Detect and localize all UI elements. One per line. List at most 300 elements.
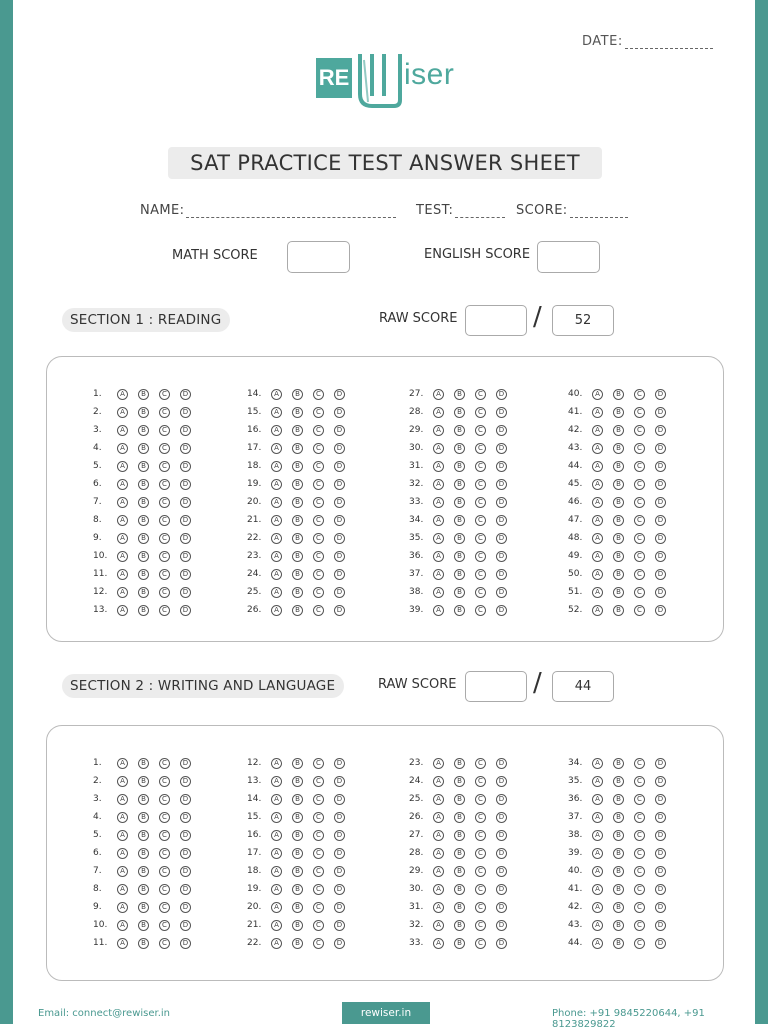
answer-bubble-b[interactable]: B — [613, 443, 624, 454]
answer-bubble-a[interactable]: A — [592, 407, 603, 418]
answer-bubble-a[interactable]: A — [271, 479, 282, 490]
answer-bubble-d[interactable]: D — [334, 866, 345, 877]
answer-bubble-a[interactable]: A — [433, 479, 444, 490]
answer-bubble-a[interactable]: A — [433, 776, 444, 787]
answer-bubble-a[interactable]: A — [117, 479, 128, 490]
answer-bubble-c[interactable]: C — [313, 776, 324, 787]
answer-bubble-c[interactable]: C — [634, 407, 645, 418]
footer-phone[interactable]: Phone: +91 9845220644, +91 8123829822 — [552, 1008, 705, 1030]
answer-bubble-d[interactable]: D — [334, 569, 345, 580]
answer-bubble-d[interactable]: D — [496, 461, 507, 472]
answer-bubble-a[interactable]: A — [433, 407, 444, 418]
answer-bubble-b[interactable]: B — [138, 902, 149, 913]
answer-bubble-a[interactable]: A — [592, 569, 603, 580]
answer-bubble-b[interactable]: B — [138, 812, 149, 823]
answer-bubble-a[interactable]: A — [271, 794, 282, 805]
answer-bubble-d[interactable]: D — [496, 479, 507, 490]
answer-bubble-a[interactable]: A — [271, 425, 282, 436]
answer-bubble-b[interactable]: B — [613, 497, 624, 508]
answer-bubble-b[interactable]: B — [454, 497, 465, 508]
answer-bubble-b[interactable]: B — [613, 389, 624, 400]
answer-bubble-b[interactable]: B — [613, 605, 624, 616]
answer-bubble-b[interactable]: B — [292, 848, 303, 859]
answer-bubble-a[interactable]: A — [592, 425, 603, 436]
answer-bubble-c[interactable]: C — [475, 479, 486, 490]
answer-bubble-c[interactable]: C — [313, 938, 324, 949]
answer-bubble-b[interactable]: B — [138, 461, 149, 472]
answer-bubble-b[interactable]: B — [138, 776, 149, 787]
answer-bubble-d[interactable]: D — [180, 389, 191, 400]
answer-bubble-d[interactable]: D — [180, 758, 191, 769]
answer-bubble-b[interactable]: B — [454, 515, 465, 526]
answer-bubble-d[interactable]: D — [334, 884, 345, 895]
answer-bubble-b[interactable]: B — [292, 776, 303, 787]
answer-bubble-b[interactable]: B — [138, 758, 149, 769]
answer-bubble-b[interactable]: B — [454, 461, 465, 472]
answer-bubble-d[interactable]: D — [334, 407, 345, 418]
answer-bubble-a[interactable]: A — [592, 848, 603, 859]
answer-bubble-d[interactable]: D — [655, 587, 666, 598]
answer-bubble-d[interactable]: D — [496, 902, 507, 913]
answer-bubble-a[interactable]: A — [592, 830, 603, 841]
answer-bubble-a[interactable]: A — [117, 425, 128, 436]
answer-bubble-c[interactable]: C — [159, 515, 170, 526]
answer-bubble-a[interactable]: A — [433, 389, 444, 400]
answer-bubble-a[interactable]: A — [271, 569, 282, 580]
answer-bubble-d[interactable]: D — [334, 551, 345, 562]
answer-bubble-a[interactable]: A — [592, 812, 603, 823]
answer-bubble-a[interactable]: A — [592, 551, 603, 562]
answer-bubble-b[interactable]: B — [292, 758, 303, 769]
answer-bubble-b[interactable]: B — [292, 515, 303, 526]
answer-bubble-c[interactable]: C — [475, 902, 486, 913]
answer-bubble-c[interactable]: C — [159, 443, 170, 454]
answer-bubble-a[interactable]: A — [592, 866, 603, 877]
answer-bubble-c[interactable]: C — [159, 938, 170, 949]
answer-bubble-d[interactable]: D — [496, 812, 507, 823]
answer-bubble-b[interactable]: B — [138, 533, 149, 544]
answer-bubble-a[interactable]: A — [117, 794, 128, 805]
answer-bubble-d[interactable]: D — [180, 515, 191, 526]
answer-bubble-b[interactable]: B — [138, 830, 149, 841]
answer-bubble-d[interactable]: D — [334, 848, 345, 859]
answer-bubble-a[interactable]: A — [592, 884, 603, 895]
answer-bubble-d[interactable]: D — [334, 938, 345, 949]
answer-bubble-b[interactable]: B — [138, 866, 149, 877]
answer-bubble-d[interactable]: D — [655, 551, 666, 562]
answer-bubble-a[interactable]: A — [433, 443, 444, 454]
answer-bubble-d[interactable]: D — [496, 848, 507, 859]
answer-bubble-c[interactable]: C — [475, 407, 486, 418]
answer-bubble-a[interactable]: A — [271, 515, 282, 526]
answer-bubble-c[interactable]: C — [159, 812, 170, 823]
answer-bubble-d[interactable]: D — [180, 920, 191, 931]
answer-bubble-a[interactable]: A — [117, 920, 128, 931]
answer-bubble-d[interactable]: D — [334, 830, 345, 841]
answer-bubble-d[interactable]: D — [655, 902, 666, 913]
answer-bubble-b[interactable]: B — [454, 587, 465, 598]
answer-bubble-c[interactable]: C — [313, 587, 324, 598]
answer-bubble-b[interactable]: B — [292, 812, 303, 823]
answer-bubble-a[interactable]: A — [433, 902, 444, 913]
answer-bubble-c[interactable]: C — [475, 443, 486, 454]
answer-bubble-c[interactable]: C — [475, 425, 486, 436]
answer-bubble-c[interactable]: C — [159, 830, 170, 841]
answer-bubble-a[interactable]: A — [117, 902, 128, 913]
answer-bubble-a[interactable]: A — [433, 866, 444, 877]
answer-bubble-b[interactable]: B — [454, 551, 465, 562]
answer-bubble-b[interactable]: B — [613, 515, 624, 526]
answer-bubble-a[interactable]: A — [117, 812, 128, 823]
answer-bubble-c[interactable]: C — [313, 794, 324, 805]
answer-bubble-c[interactable]: C — [475, 794, 486, 805]
answer-bubble-b[interactable]: B — [454, 569, 465, 580]
answer-bubble-b[interactable]: B — [454, 605, 465, 616]
answer-bubble-a[interactable]: A — [592, 479, 603, 490]
answer-bubble-c[interactable]: C — [475, 461, 486, 472]
answer-bubble-a[interactable]: A — [117, 551, 128, 562]
answer-bubble-a[interactable]: A — [271, 533, 282, 544]
score-field[interactable] — [516, 203, 628, 218]
answer-bubble-b[interactable]: B — [613, 569, 624, 580]
answer-bubble-c[interactable]: C — [313, 551, 324, 562]
answer-bubble-b[interactable]: B — [138, 848, 149, 859]
answer-bubble-c[interactable]: C — [634, 497, 645, 508]
answer-bubble-d[interactable]: D — [496, 533, 507, 544]
answer-bubble-a[interactable]: A — [117, 776, 128, 787]
answer-bubble-c[interactable]: C — [313, 533, 324, 544]
answer-bubble-c[interactable]: C — [313, 515, 324, 526]
answer-bubble-a[interactable]: A — [433, 794, 444, 805]
answer-bubble-a[interactable]: A — [117, 443, 128, 454]
answer-bubble-b[interactable]: B — [292, 389, 303, 400]
answer-bubble-c[interactable]: C — [313, 758, 324, 769]
answer-bubble-c[interactable]: C — [159, 866, 170, 877]
answer-bubble-d[interactable]: D — [180, 551, 191, 562]
answer-bubble-c[interactable]: C — [159, 569, 170, 580]
answer-bubble-c[interactable]: C — [475, 605, 486, 616]
answer-bubble-d[interactable]: D — [496, 569, 507, 580]
answer-bubble-b[interactable]: B — [138, 389, 149, 400]
answer-bubble-a[interactable]: A — [433, 497, 444, 508]
answer-bubble-b[interactable]: B — [138, 569, 149, 580]
answer-bubble-c[interactable]: C — [634, 866, 645, 877]
answer-bubble-d[interactable]: D — [180, 902, 191, 913]
answer-bubble-a[interactable]: A — [592, 794, 603, 805]
answer-bubble-b[interactable]: B — [138, 794, 149, 805]
answer-bubble-b[interactable]: B — [454, 938, 465, 949]
answer-bubble-d[interactable]: D — [496, 515, 507, 526]
answer-bubble-c[interactable]: C — [159, 461, 170, 472]
answer-bubble-a[interactable]: A — [271, 389, 282, 400]
answer-bubble-c[interactable]: C — [159, 920, 170, 931]
answer-bubble-c[interactable]: C — [634, 389, 645, 400]
answer-bubble-a[interactable]: A — [271, 938, 282, 949]
answer-bubble-b[interactable]: B — [292, 425, 303, 436]
answer-bubble-a[interactable]: A — [592, 902, 603, 913]
answer-bubble-b[interactable]: B — [613, 425, 624, 436]
answer-bubble-c[interactable]: C — [634, 920, 645, 931]
answer-bubble-b[interactable]: B — [138, 605, 149, 616]
answer-bubble-c[interactable]: C — [475, 515, 486, 526]
answer-bubble-b[interactable]: B — [613, 533, 624, 544]
answer-bubble-c[interactable]: C — [634, 812, 645, 823]
answer-bubble-d[interactable]: D — [496, 443, 507, 454]
answer-bubble-a[interactable]: A — [271, 407, 282, 418]
answer-bubble-d[interactable]: D — [655, 938, 666, 949]
answer-bubble-b[interactable]: B — [613, 902, 624, 913]
answer-bubble-c[interactable]: C — [159, 794, 170, 805]
answer-bubble-d[interactable]: D — [180, 938, 191, 949]
answer-bubble-b[interactable]: B — [138, 938, 149, 949]
answer-bubble-b[interactable]: B — [454, 479, 465, 490]
answer-bubble-c[interactable]: C — [634, 848, 645, 859]
answer-bubble-c[interactable]: C — [159, 425, 170, 436]
answer-bubble-c[interactable]: C — [159, 776, 170, 787]
answer-bubble-d[interactable]: D — [496, 794, 507, 805]
answer-bubble-a[interactable]: A — [271, 830, 282, 841]
answer-bubble-c[interactable]: C — [313, 812, 324, 823]
answer-bubble-d[interactable]: D — [180, 794, 191, 805]
answer-bubble-c[interactable]: C — [475, 884, 486, 895]
answer-bubble-a[interactable]: A — [271, 812, 282, 823]
answer-bubble-b[interactable]: B — [454, 848, 465, 859]
answer-bubble-a[interactable]: A — [592, 920, 603, 931]
answer-bubble-a[interactable]: A — [433, 920, 444, 931]
answer-bubble-a[interactable]: A — [117, 533, 128, 544]
footer-email[interactable]: Email: connect@rewiser.in — [38, 1008, 171, 1019]
answer-bubble-c[interactable]: C — [159, 479, 170, 490]
answer-bubble-c[interactable]: C — [159, 551, 170, 562]
answer-bubble-d[interactable]: D — [655, 425, 666, 436]
answer-bubble-d[interactable]: D — [655, 407, 666, 418]
answer-bubble-b[interactable]: B — [454, 758, 465, 769]
answer-bubble-a[interactable]: A — [433, 425, 444, 436]
answer-bubble-d[interactable]: D — [334, 758, 345, 769]
section-1-raw-score-box[interactable] — [465, 305, 527, 336]
answer-bubble-a[interactable]: A — [117, 461, 128, 472]
answer-bubble-b[interactable]: B — [138, 479, 149, 490]
answer-bubble-b[interactable]: B — [454, 902, 465, 913]
answer-bubble-b[interactable]: B — [454, 866, 465, 877]
answer-bubble-c[interactable]: C — [313, 884, 324, 895]
answer-bubble-a[interactable]: A — [433, 551, 444, 562]
answer-bubble-b[interactable]: B — [454, 830, 465, 841]
answer-bubble-a[interactable]: A — [433, 848, 444, 859]
answer-bubble-c[interactable]: C — [475, 938, 486, 949]
answer-bubble-a[interactable]: A — [117, 884, 128, 895]
answer-bubble-b[interactable]: B — [292, 605, 303, 616]
answer-bubble-d[interactable]: D — [496, 776, 507, 787]
answer-bubble-d[interactable]: D — [496, 830, 507, 841]
answer-bubble-b[interactable]: B — [292, 902, 303, 913]
answer-bubble-d[interactable]: D — [496, 407, 507, 418]
footer-site-link[interactable]: rewiser.in — [342, 1002, 430, 1024]
section-2-raw-score-box[interactable] — [465, 671, 527, 702]
answer-bubble-d[interactable]: D — [334, 605, 345, 616]
answer-bubble-c[interactable]: C — [475, 830, 486, 841]
answer-bubble-a[interactable]: A — [592, 605, 603, 616]
answer-bubble-a[interactable]: A — [271, 776, 282, 787]
answer-bubble-c[interactable]: C — [159, 902, 170, 913]
answer-bubble-b[interactable]: B — [292, 551, 303, 562]
answer-bubble-d[interactable]: D — [496, 758, 507, 769]
answer-bubble-c[interactable]: C — [475, 569, 486, 580]
answer-bubble-d[interactable]: D — [180, 443, 191, 454]
answer-bubble-d[interactable]: D — [655, 515, 666, 526]
answer-bubble-a[interactable]: A — [271, 902, 282, 913]
answer-bubble-d[interactable]: D — [334, 776, 345, 787]
answer-bubble-d[interactable]: D — [655, 461, 666, 472]
answer-bubble-a[interactable]: A — [117, 569, 128, 580]
answer-bubble-d[interactable]: D — [180, 812, 191, 823]
answer-bubble-b[interactable]: B — [454, 920, 465, 931]
answer-bubble-b[interactable]: B — [292, 884, 303, 895]
answer-bubble-b[interactable]: B — [454, 425, 465, 436]
answer-bubble-c[interactable]: C — [313, 605, 324, 616]
answer-bubble-c[interactable]: C — [159, 758, 170, 769]
answer-bubble-d[interactable]: D — [180, 776, 191, 787]
answer-bubble-d[interactable]: D — [334, 443, 345, 454]
answer-bubble-a[interactable]: A — [117, 515, 128, 526]
answer-bubble-a[interactable]: A — [117, 587, 128, 598]
answer-bubble-c[interactable]: C — [159, 533, 170, 544]
answer-bubble-c[interactable]: C — [159, 407, 170, 418]
answer-bubble-b[interactable]: B — [613, 920, 624, 931]
answer-bubble-c[interactable]: C — [313, 569, 324, 580]
answer-bubble-a[interactable]: A — [271, 587, 282, 598]
answer-bubble-b[interactable]: B — [138, 920, 149, 931]
answer-bubble-b[interactable]: B — [613, 776, 624, 787]
answer-bubble-d[interactable]: D — [496, 866, 507, 877]
answer-bubble-c[interactable]: C — [313, 425, 324, 436]
answer-bubble-b[interactable]: B — [613, 587, 624, 598]
date-field[interactable] — [582, 34, 713, 49]
answer-bubble-c[interactable]: C — [159, 587, 170, 598]
answer-bubble-a[interactable]: A — [271, 884, 282, 895]
answer-bubble-a[interactable]: A — [271, 920, 282, 931]
answer-bubble-c[interactable]: C — [313, 443, 324, 454]
answer-bubble-c[interactable]: C — [475, 587, 486, 598]
answer-bubble-d[interactable]: D — [496, 551, 507, 562]
answer-bubble-c[interactable]: C — [313, 866, 324, 877]
answer-bubble-a[interactable]: A — [592, 497, 603, 508]
answer-bubble-c[interactable]: C — [475, 776, 486, 787]
answer-bubble-a[interactable]: A — [433, 938, 444, 949]
answer-bubble-d[interactable]: D — [655, 605, 666, 616]
answer-bubble-a[interactable]: A — [592, 758, 603, 769]
answer-bubble-d[interactable]: D — [180, 830, 191, 841]
answer-bubble-c[interactable]: C — [159, 497, 170, 508]
answer-bubble-a[interactable]: A — [592, 533, 603, 544]
answer-bubble-d[interactable]: D — [655, 884, 666, 895]
answer-bubble-c[interactable]: C — [634, 425, 645, 436]
answer-bubble-c[interactable]: C — [313, 497, 324, 508]
answer-bubble-b[interactable]: B — [292, 794, 303, 805]
answer-bubble-b[interactable]: B — [613, 794, 624, 805]
english-score-box[interactable] — [537, 241, 600, 273]
answer-bubble-d[interactable]: D — [334, 461, 345, 472]
answer-bubble-a[interactable]: A — [117, 866, 128, 877]
answer-bubble-b[interactable]: B — [292, 443, 303, 454]
answer-bubble-a[interactable]: A — [433, 533, 444, 544]
answer-bubble-a[interactable]: A — [271, 551, 282, 562]
answer-bubble-b[interactable]: B — [138, 884, 149, 895]
answer-bubble-d[interactable]: D — [655, 920, 666, 931]
answer-bubble-a[interactable]: A — [433, 884, 444, 895]
answer-bubble-a[interactable]: A — [271, 443, 282, 454]
answer-bubble-d[interactable]: D — [180, 848, 191, 859]
answer-bubble-a[interactable]: A — [592, 389, 603, 400]
answer-bubble-d[interactable]: D — [655, 533, 666, 544]
answer-bubble-b[interactable]: B — [613, 812, 624, 823]
answer-bubble-a[interactable]: A — [271, 605, 282, 616]
answer-bubble-b[interactable]: B — [454, 533, 465, 544]
answer-bubble-a[interactable]: A — [592, 461, 603, 472]
answer-bubble-a[interactable]: A — [117, 605, 128, 616]
answer-bubble-b[interactable]: B — [613, 479, 624, 490]
answer-bubble-c[interactable]: C — [634, 830, 645, 841]
answer-bubble-a[interactable]: A — [433, 587, 444, 598]
answer-bubble-d[interactable]: D — [334, 587, 345, 598]
answer-bubble-d[interactable]: D — [496, 605, 507, 616]
answer-bubble-d[interactable]: D — [655, 866, 666, 877]
answer-bubble-a[interactable]: A — [592, 776, 603, 787]
answer-bubble-d[interactable]: D — [496, 884, 507, 895]
answer-bubble-c[interactable]: C — [475, 533, 486, 544]
answer-bubble-b[interactable]: B — [454, 884, 465, 895]
answer-bubble-a[interactable]: A — [271, 866, 282, 877]
answer-bubble-c[interactable]: C — [313, 389, 324, 400]
answer-bubble-c[interactable]: C — [313, 848, 324, 859]
answer-bubble-c[interactable]: C — [634, 551, 645, 562]
answer-bubble-c[interactable]: C — [634, 533, 645, 544]
answer-bubble-b[interactable]: B — [613, 884, 624, 895]
answer-bubble-d[interactable]: D — [334, 515, 345, 526]
answer-bubble-d[interactable]: D — [334, 425, 345, 436]
answer-bubble-c[interactable]: C — [475, 866, 486, 877]
answer-bubble-c[interactable]: C — [634, 902, 645, 913]
answer-bubble-d[interactable]: D — [496, 389, 507, 400]
answer-bubble-c[interactable]: C — [634, 605, 645, 616]
answer-bubble-b[interactable]: B — [613, 758, 624, 769]
answer-bubble-b[interactable]: B — [292, 830, 303, 841]
answer-bubble-a[interactable]: A — [271, 758, 282, 769]
answer-bubble-b[interactable]: B — [613, 938, 624, 949]
answer-bubble-b[interactable]: B — [454, 389, 465, 400]
answer-bubble-a[interactable]: A — [592, 515, 603, 526]
answer-bubble-b[interactable]: B — [292, 533, 303, 544]
answer-bubble-a[interactable]: A — [592, 938, 603, 949]
math-score-box[interactable] — [287, 241, 350, 273]
name-field[interactable] — [140, 203, 396, 218]
answer-bubble-c[interactable]: C — [634, 776, 645, 787]
answer-bubble-b[interactable]: B — [292, 479, 303, 490]
answer-bubble-a[interactable]: A — [433, 515, 444, 526]
answer-bubble-c[interactable]: C — [634, 587, 645, 598]
answer-bubble-d[interactable]: D — [180, 605, 191, 616]
answer-bubble-b[interactable]: B — [613, 461, 624, 472]
answer-bubble-b[interactable]: B — [292, 920, 303, 931]
answer-bubble-c[interactable]: C — [475, 812, 486, 823]
answer-bubble-c[interactable]: C — [313, 920, 324, 931]
answer-bubble-d[interactable]: D — [180, 479, 191, 490]
answer-bubble-d[interactable]: D — [334, 497, 345, 508]
answer-bubble-d[interactable]: D — [496, 497, 507, 508]
answer-bubble-a[interactable]: A — [271, 497, 282, 508]
answer-bubble-b[interactable]: B — [454, 443, 465, 454]
answer-bubble-a[interactable]: A — [117, 497, 128, 508]
